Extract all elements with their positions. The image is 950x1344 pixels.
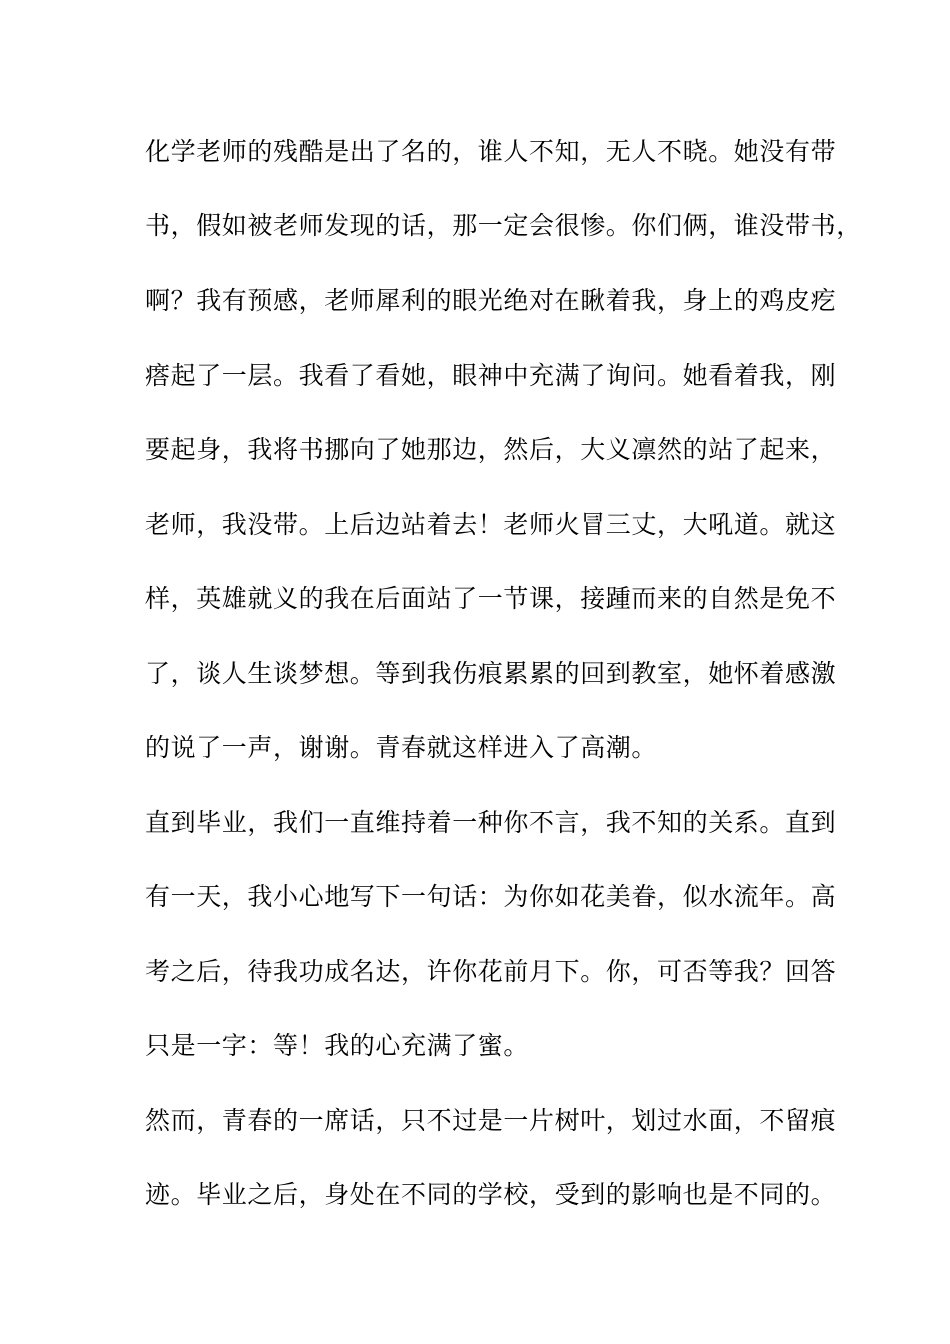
text-line: 老师，我没带。上后边站着去！老师火冒三丈，大吼道。就这	[145, 510, 837, 539]
text-line: 直到毕业，我们一直维持着一种你不言，我不知的关系。直到	[145, 808, 837, 837]
text-line: 迹。毕业之后，身处在不同的学校，受到的影响也是不同的。	[145, 1180, 837, 1209]
text-line: 考之后，待我功成名达，许你花前月下。你，可否等我？回答	[145, 957, 837, 986]
text-line: 瘩起了一层。我看了看她，眼神中充满了询问。她看着我，刚	[145, 361, 837, 390]
text-line: 样，英雄就义的我在后面站了一节课，接踵而来的自然是免不	[145, 584, 837, 613]
text-line: 要起身，我将书挪向了她那边，然后，大义凛然的站了起来，	[145, 435, 837, 464]
text-line: 化学老师的残酷是出了名的，谁人不知，无人不晓。她没有带	[145, 137, 837, 166]
text-line: 书，假如被老师发现的话，那一定会很惨。你们俩，谁没带书，	[145, 211, 862, 240]
text-line: 了，谈人生谈梦想。等到我伤痕累累的回到教室，她怀着感激	[145, 659, 837, 688]
text-line: 然而，青春的一席话，只不过是一片树叶，划过水面，不留痕	[145, 1106, 837, 1135]
text-line: 的说了一声，谢谢。青春就这样进入了高潮。	[145, 733, 658, 762]
text-line: 只是一字：等！我的心充满了蜜。	[145, 1031, 530, 1060]
text-line: 啊？我有预感，老师犀利的眼光绝对在瞅着我，身上的鸡皮疙	[145, 286, 837, 315]
text-line: 有一天，我小心地写下一句话：为你如花美眷，似水流年。高	[145, 882, 837, 911]
